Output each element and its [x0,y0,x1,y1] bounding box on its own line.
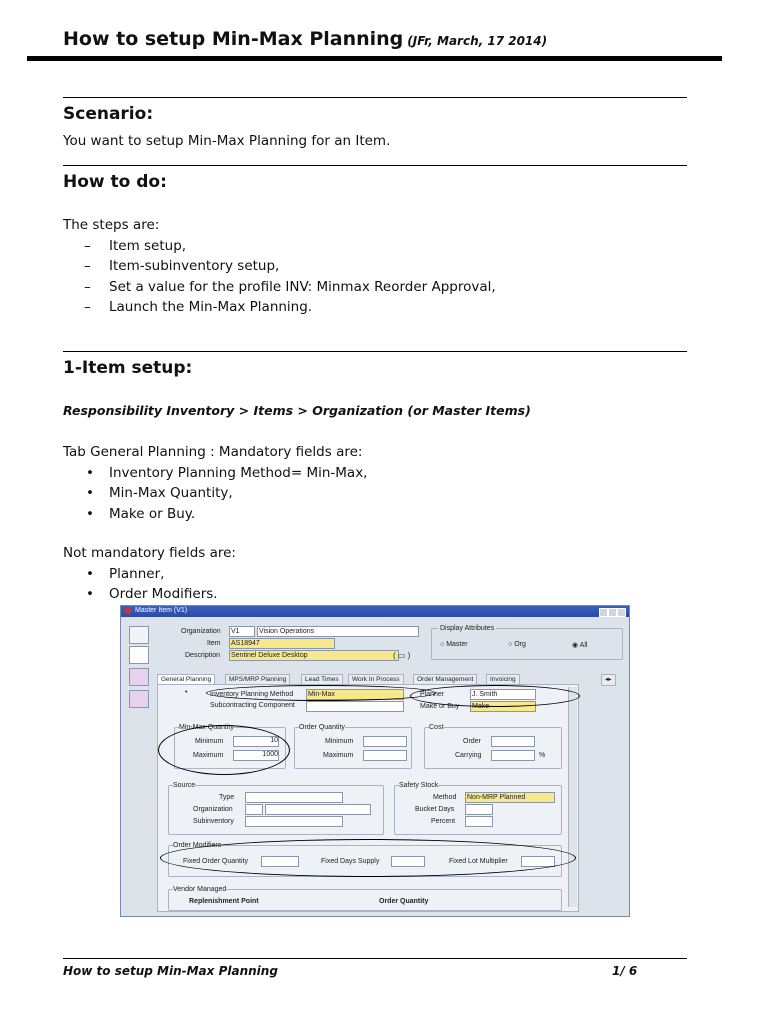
maximize-icon[interactable] [608,608,617,617]
bullet-icon: • [185,689,188,696]
tab-scroll-icon[interactable]: ◂▸ [601,674,616,686]
howto-intro: The steps are: [63,217,160,233]
list-item: – Item-subinventory setup, [63,256,683,277]
page-number: 1/ 6 [612,964,638,978]
attachment-icon[interactable] [129,668,149,686]
make-buy-label: Make or Buy [420,703,460,710]
source-title: Source [173,782,196,789]
carrying-label: Carrying [455,752,482,759]
cost-order-label: Order [463,738,481,745]
header-rule [27,56,722,61]
list-item: – Set a value for the profile INV: Minmax Reorder Approval, [63,277,683,298]
scenario-text: You want to setup Min-Max Planning for an Item. [63,133,391,149]
min-field[interactable]: 10 [233,736,279,747]
radio-org[interactable]: ○ Org [508,641,526,648]
oq-max-field[interactable] [363,750,407,761]
divider [63,97,687,98]
organization-name-field[interactable]: Vision Operations [257,626,419,637]
safety-stock-title: Safety Stock [399,782,439,789]
planner-field[interactable]: J. Smith [470,689,536,700]
folder-icon[interactable] [129,626,149,644]
fixed-lot-label: Fixed Lot Multiplier [449,858,508,865]
organization-code-field[interactable]: V1 [229,626,255,637]
source-group [168,782,384,835]
list-item: – Item setup, [63,236,683,257]
vendor-managed-title: Vendor Managed [173,886,227,893]
inv-planning-method-field[interactable]: Min-Max [306,689,404,700]
document-icon[interactable] [129,646,149,664]
safety-method-field[interactable]: Non-MRP Planned [465,792,555,803]
make-buy-field[interactable]: Make [470,701,536,712]
oq-max-label: Maximum [323,752,354,759]
scenario-heading: Scenario: [63,104,154,124]
organization-label: Organization [181,628,221,635]
bucket-days-label: Bucket Days [415,806,455,813]
master-item-screenshot [120,605,630,917]
carrying-field[interactable] [491,750,535,761]
safety-percent-label: Percent [431,818,456,825]
source-type-field[interactable] [245,792,343,803]
footer-title: How to setup Min-Max Planning [63,964,278,978]
list-item: – Launch the Min-Max Planning. [63,297,683,318]
source-type-label: Type [219,794,235,801]
fixed-order-qty-label: Fixed Order Quantity [183,858,248,865]
list-item: • Make or Buy. [63,504,683,525]
order-quantity-title: Order Quantity [299,724,345,731]
max-label: Maximum [193,752,224,759]
optional-list [63,564,683,605]
source-org-label: Organization [193,806,233,813]
steps-list [63,236,683,318]
highlight-ellipse [206,685,436,701]
cost-group [424,724,562,769]
title-text: How to setup Min-Max Planning [63,28,404,50]
highlight-ellipse [410,685,580,707]
tab-invoicing[interactable]: Invoicing [486,674,520,686]
order-modifiers-title: Order Modifiers [173,842,222,849]
general-planning-panel [157,684,579,912]
vendor-order-qty-label: Order Quantity [379,898,429,905]
cost-title: Cost [429,724,444,731]
divider [63,351,687,352]
minimize-icon[interactable] [599,608,608,617]
list-item: • Inventory Planning Method= Min-Max, [63,463,683,484]
scrollbar[interactable] [568,687,577,907]
source-subinv-label: Subinventory [193,818,234,825]
mandatory-block [63,442,683,524]
title-subtitle: (JFr, March, 17 2014) [407,34,548,48]
radio-master[interactable]: ○ Master [440,641,468,648]
window-title: Master Item (V1) [135,607,188,614]
optional-block [63,543,683,605]
oracle-icon [124,608,132,614]
item-label: Item [207,640,221,647]
tab-lead-times[interactable]: Lead Times [301,674,343,686]
minmax-title: Min-Max Quantity [179,724,234,731]
optional-intro: Not mandatory fields are: [63,545,236,561]
order-quantity-group [294,724,412,769]
inv-planning-method-label: Inventory Planning Method [210,691,294,698]
howto-block [63,215,683,318]
page-title [63,28,547,50]
edit-icon[interactable]: ( ▭ ) [393,651,411,660]
display-attributes-group [431,625,623,660]
divider [63,165,687,166]
tab-general-planning[interactable]: General Planning [157,674,215,686]
responsibility-path: Responsibility Inventory > Items > Organization (or Master Items) [63,403,531,418]
bucket-days-field[interactable] [465,804,493,815]
fixed-days-label: Fixed Days Supply [321,858,380,865]
mandatory-intro: Tab General Planning : Mandatory fields are: [63,444,363,460]
item-field[interactable]: AS18947 [229,638,335,649]
list-item: • Order Modifiers. [63,584,683,605]
min-label: Minimum [195,738,224,745]
tab-order-management[interactable]: Order Management [413,674,477,686]
tools-icon[interactable] [129,690,149,708]
description-field[interactable]: Sentinel Deluxe Desktop [229,650,399,661]
howto-heading: How to do: [63,172,167,192]
source-org-name-field[interactable] [265,804,371,815]
window-titlebar [121,606,629,617]
tab-work-in-process[interactable]: Work In Process [348,674,404,686]
list-item: • Planner, [63,564,683,585]
safety-method-label: Method [433,794,457,801]
footer-rule [63,958,687,959]
subcontracting-field[interactable] [306,701,404,712]
list-item: • Min-Max Quantity, [63,483,683,504]
max-field[interactable]: 1000 [233,750,279,761]
display-attributes-title: Display Attributes [440,625,495,632]
close-icon[interactable] [617,608,626,617]
description-label: Description [185,652,221,659]
source-org-code-field[interactable] [245,804,263,815]
oq-min-field[interactable] [363,736,407,747]
item-setup-heading: 1-Item setup: [63,358,193,378]
cost-order-field[interactable] [491,736,535,747]
highlight-ellipse [158,725,290,775]
safety-percent-field[interactable] [465,816,493,827]
highlight-ellipse [160,839,576,877]
planner-label: Planner [420,691,445,698]
subcontracting-label: Subcontracting Component [210,702,295,709]
oq-min-label: Minimum [325,738,354,745]
vendor-managed-group [168,886,562,911]
source-subinv-field[interactable] [245,816,343,827]
safety-stock-group [394,782,562,835]
radio-all[interactable]: ◉ All [572,642,588,649]
tab-mps-mrp-planning[interactable]: MPS/MRP Planning [225,674,290,686]
mandatory-list [63,463,683,525]
percent-sign: % [539,752,546,759]
replenishment-point-label: Replenishment Point [189,898,259,905]
